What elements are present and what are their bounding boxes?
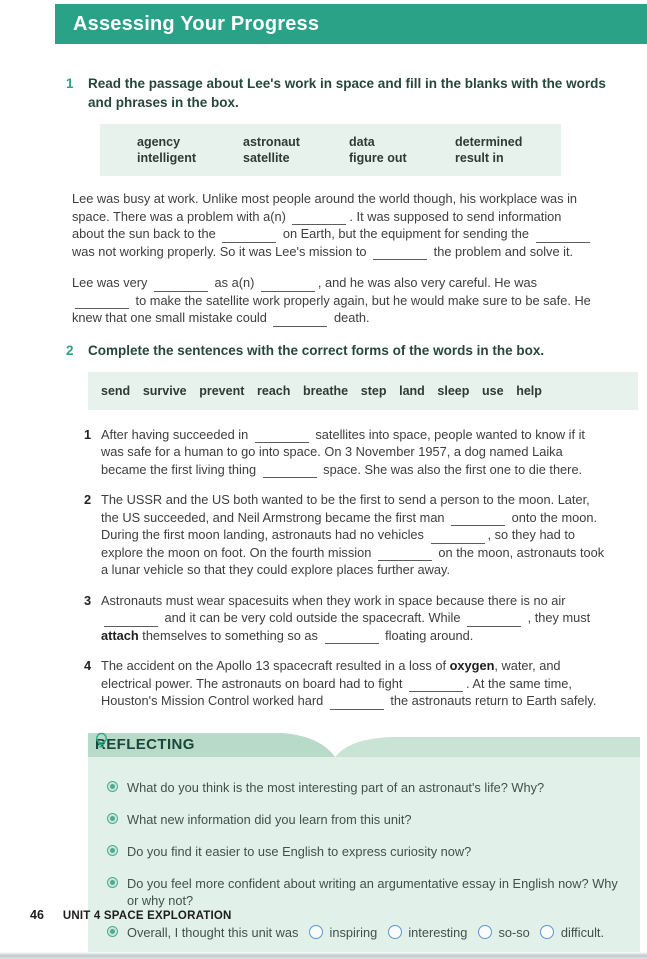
exercise2-items	[84, 426, 647, 710]
word-box-word: land	[399, 383, 425, 398]
passage-paragraph: Lee was busy at work. Unlike most people around the world though, his workplace was in space. There was a problem with a(n) . It was supposed to send information about the sun back to the on Earth, but the equipment for sending the was not working properly. So it was Lee's mission to the problem and solve it.	[72, 190, 596, 260]
fill-in-blank[interactable]	[431, 530, 485, 543]
question-text: Do you feel more confident about writing an argumentative essay in English now? Why or why not?	[127, 875, 618, 908]
unit-label: UNIT 4 SPACE EXPLORATION	[62, 910, 232, 922]
word-box-word: figure out	[349, 151, 407, 165]
item-text: Astronauts must wear spacesuits when they work in space because there is no air and it can be very cold outside the spacecraft. While , they must attach themselves to something so as floating around.	[101, 592, 591, 643]
exercise-number: 1	[66, 76, 74, 91]
word-box-column	[349, 134, 455, 166]
exercise-instruction: Complete the sentences with the correct forms of the words in the box.	[88, 342, 545, 358]
lightbulb-icon	[95, 732, 108, 750]
fill-in-blank[interactable]	[373, 247, 427, 260]
word-box-word: reach	[257, 383, 291, 398]
item-number: 3	[84, 592, 92, 608]
word-box-word: satellite	[243, 151, 290, 165]
reflecting-question	[107, 811, 624, 828]
bullet-icon	[107, 781, 118, 792]
exercise2-item	[84, 657, 647, 710]
fill-in-blank[interactable]	[75, 296, 129, 309]
word-box-word: step	[360, 383, 387, 398]
word-box-word: astronaut	[243, 135, 300, 149]
fill-in-blank[interactable]	[409, 679, 463, 692]
fill-in-blank[interactable]	[451, 513, 505, 526]
word-box-word: use	[482, 383, 504, 398]
fill-in-blank[interactable]	[330, 696, 384, 709]
reflecting-body	[88, 757, 640, 959]
word-box-word: breathe	[302, 383, 349, 398]
radio-circle[interactable]	[478, 925, 492, 939]
exercise-1	[66, 74, 647, 327]
bullet-icon	[107, 877, 118, 888]
exercise-number: 2	[66, 342, 74, 358]
reflecting-question	[107, 843, 624, 860]
exercise-2	[66, 341, 647, 710]
word-box-column	[243, 134, 349, 166]
exercise-1-heading	[66, 74, 647, 112]
question-text: What do you think is the most interesting part of an astronaut's life? Why?	[127, 779, 545, 795]
page-content	[0, 44, 647, 959]
word-box-word: data	[349, 135, 375, 149]
word-box-word: sleep	[437, 383, 470, 398]
reflecting-question	[107, 924, 624, 941]
radio-circle[interactable]	[309, 925, 323, 939]
item-number: 2	[84, 492, 92, 507]
word-box-word: survive	[142, 383, 187, 398]
reflecting-question	[107, 875, 624, 909]
bullet-icon	[107, 813, 118, 824]
exercise2-item	[84, 426, 647, 479]
exercise2-item	[84, 592, 647, 645]
fill-in-blank[interactable]	[263, 465, 317, 478]
exercise-instruction: Read the passage about Lee's work in space and fill in the blanks with the words and phrases in the box.	[88, 76, 606, 110]
item-text: The accident on the Apollo 13 spacecraft resulted in a loss of oxygen, water, and electrical power. The astronauts on board had to fight . At the same time, Houston's Mission Control worked hard the astronauts return to Earth safely.	[101, 658, 597, 708]
word-box-word: send	[101, 383, 131, 398]
fill-in-blank[interactable]	[273, 313, 327, 326]
item-text: The USSR and the US both wanted to be the first to send a person to the moon. Later, the US succeeded, and Neil Armstrong became the first man onto the moon. During the first moon landing, astronauts had no vehicles , so they had to explore the moon on foot. On the fourth mission on the moon, astronauts took a lunar vehicle so that they could explore places further away.	[101, 492, 605, 577]
word-box-word: result in	[455, 151, 504, 165]
question-text: Do you find it easier to use English to express curiosity now?	[127, 843, 472, 859]
exercise2-word-box	[88, 372, 638, 410]
word-box-column	[137, 134, 243, 166]
question-text: Overall, I thought this unit was inspiring interesting so-so difficult.	[127, 924, 605, 940]
fill-in-blank[interactable]	[378, 548, 432, 561]
fill-in-blank[interactable]	[222, 229, 276, 242]
fill-in-blank[interactable]	[154, 278, 208, 291]
bullet-icon	[107, 926, 118, 937]
page-edge-shadow	[0, 952, 647, 959]
bullet-icon	[107, 845, 118, 856]
fill-in-blank[interactable]	[292, 212, 346, 225]
fill-in-blank[interactable]	[467, 613, 521, 626]
item-number: 1	[84, 426, 92, 442]
page-footer	[30, 908, 232, 922]
exercise1-passage	[72, 190, 596, 327]
exercise-2-heading	[66, 341, 647, 360]
fill-in-blank[interactable]	[325, 631, 379, 644]
word-box-word: prevent	[199, 383, 245, 398]
passage-paragraph: Lee was very as a(n) , and he was also very careful. He was to make the satellite work properly again, but he would make sure to be safe. He knew that one small mistake could death.	[72, 275, 591, 325]
item-number: 4	[84, 658, 92, 673]
question-text: What new information did you learn from this unit?	[127, 811, 412, 827]
exercise1-word-box	[100, 124, 561, 176]
reflecting-section	[88, 730, 640, 959]
reflecting-question	[107, 779, 624, 796]
word-box-word: determined	[455, 135, 523, 149]
exercise2-item	[84, 491, 647, 579]
word-box-column	[455, 134, 561, 166]
bold-vocab-word: attach	[101, 627, 139, 643]
fill-in-blank[interactable]	[255, 430, 309, 443]
fill-in-blank[interactable]	[536, 229, 590, 242]
page-banner	[55, 4, 647, 44]
item-text: After having succeeded in satellites into space, people wanted to know if it was safe for a human to go into space. On 3 November 1957, a dog named Laika became the first living thing space. She was also the first one to die there.	[101, 426, 585, 477]
reflecting-header	[88, 730, 640, 757]
fill-in-blank[interactable]	[261, 278, 315, 291]
word-box-word: intelligent	[137, 151, 197, 165]
page-title: Assessing Your Progress	[73, 12, 320, 35]
bold-vocab-word: oxygen	[449, 658, 495, 673]
page-number: 46	[30, 908, 44, 922]
word-box-word: agency	[137, 135, 181, 149]
radio-circle[interactable]	[388, 925, 402, 939]
fill-in-blank[interactable]	[104, 613, 158, 626]
word-box-word: help	[516, 383, 542, 398]
reflecting-header-content	[95, 732, 195, 757]
radio-circle[interactable]	[540, 925, 554, 939]
reflecting-title: REFLECTING	[95, 735, 195, 753]
